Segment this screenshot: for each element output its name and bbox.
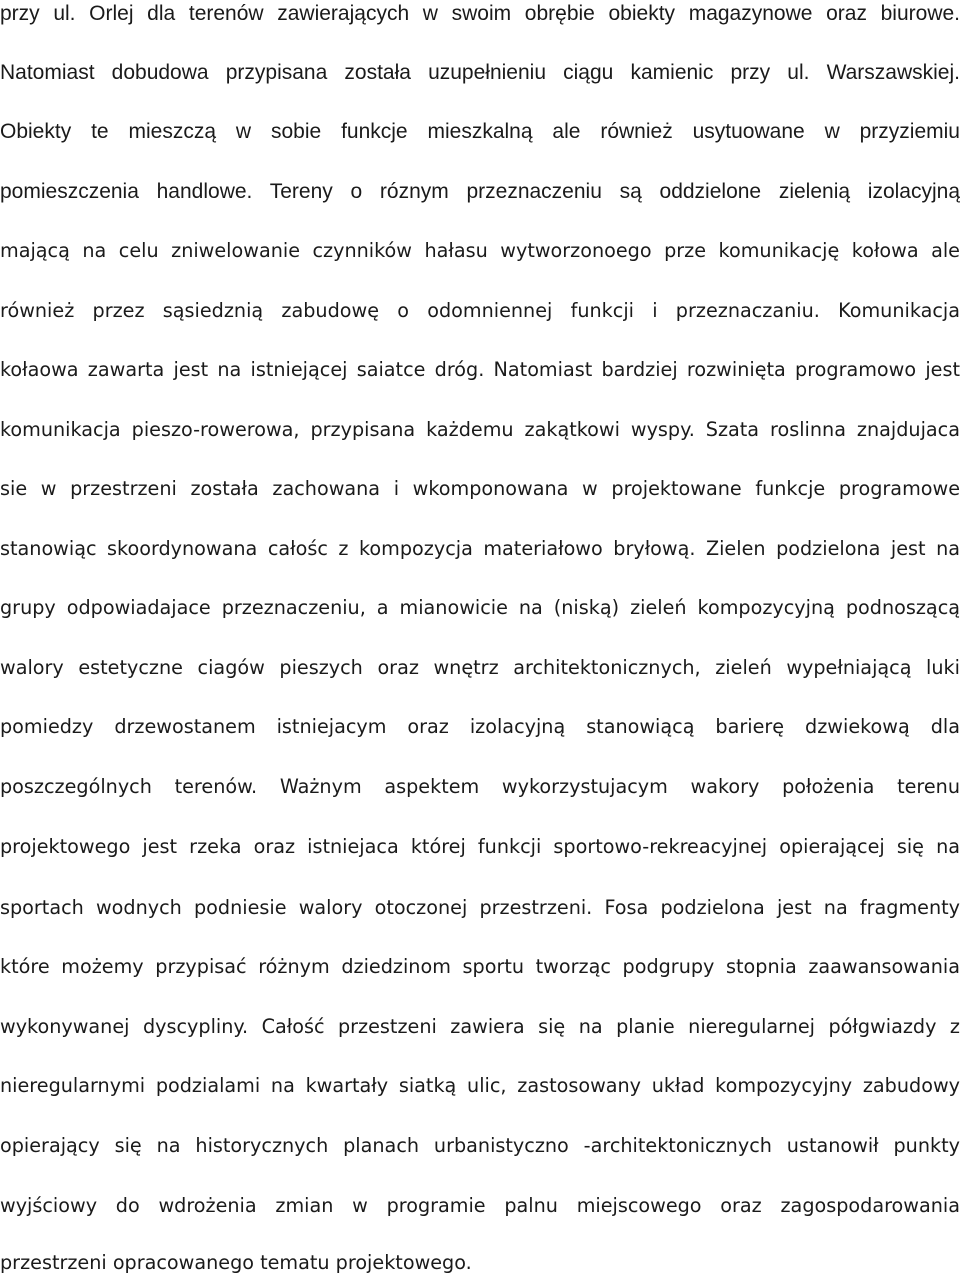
text-line: kołaowa zawarta jest na istniejącej saiatce dróg. Natomiast bardziej rozwinięta programowo jest [0,358,960,381]
text-line: stanowiąc skoordynowana całośc z kompozycja materiałowo bryłową. Zielen podzielona jest na [0,537,960,560]
text-line: nieregularnymi podzialami na kwartały siatką ulic, zastosowany układ kompozycyjny zabudowy [0,1074,960,1097]
text-line: wykonywanej dyscypliny. Całość przestzeni zawiera się na planie nieregularnej półgwiazdy z [0,1015,960,1038]
text-line: komunikacja pieszo-rowerowa, przypisana każdemu zakątkowi wyspy. Szata roslinna znajdujaca [0,418,960,441]
text-line: wyjściowy do wdrożenia zmian w programie palnu miejscowego oraz zagospodarowania [0,1194,960,1217]
text-line: projektowego jest rzeka oraz istniejaca której funkcji sportowo-rekreacyjnej opierającej się na [0,835,960,858]
text-line: poszczególnych terenów. Ważnym aspektem wykorzystujacym wakory położenia terenu [0,775,960,798]
text-line: również przez sąsiedznią zabudowę o odomniennej funkcji i przeznaczaniu. Komunikacja [0,299,960,322]
text-line: Obiekty te mieszczą w sobie funkcje mieszkalną ale również usytuowane w przyziemiu [0,120,960,143]
text-line: Natomiast dobudowa przypisana została uzupełnieniu ciągu kamienic przy ul. Warszawskiej. [0,61,960,84]
text-line: które możemy przypisać różnym dziedzinom sportu tworząc podgrupy stopnia zaawansowania [0,955,960,978]
text-line: sie w przestrzeni została zachowana i wkomponowana w projektowane funkcje programowe [0,477,960,500]
text-line: przy ul. Orlej dla terenów zawierających w swoim obrębie obiekty magazynowe oraz biurowe. [0,2,960,25]
text-line: opierający się na historycznych planach urbanistyczno -architektonicznych ustanowił punkty [0,1134,960,1157]
text-line: pomieszczenia handlowe. Tereny o róznym przeznaczeniu są oddzielone zielenią izolacyjną [0,180,960,203]
text-line: grupy odpowiadajace przeznaczeniu, a mianowicie na (niską) zieleń kompozycyjną podnoszącą [0,596,960,619]
text-line: sportach wodnych podniesie walory otoczonej przestrzeni. Fosa podzielona jest na fragmenty [0,896,960,919]
text-line: pomiedzy drzewostanem istniejacym oraz izolacyjną stanowiącą barierę dzwiekową dla [0,715,960,738]
text-line: walory estetyczne ciagów pieszych oraz wnętrz architektonicznych, zieleń wypełniającą luki [0,656,960,679]
text-line: mającą na celu zniwelowanie czynników hałasu wytworzonoego prze komunikację kołowa ale [0,239,960,262]
text-line: przestrzeni opracowanego tematu projektowego. [0,1251,472,1274]
